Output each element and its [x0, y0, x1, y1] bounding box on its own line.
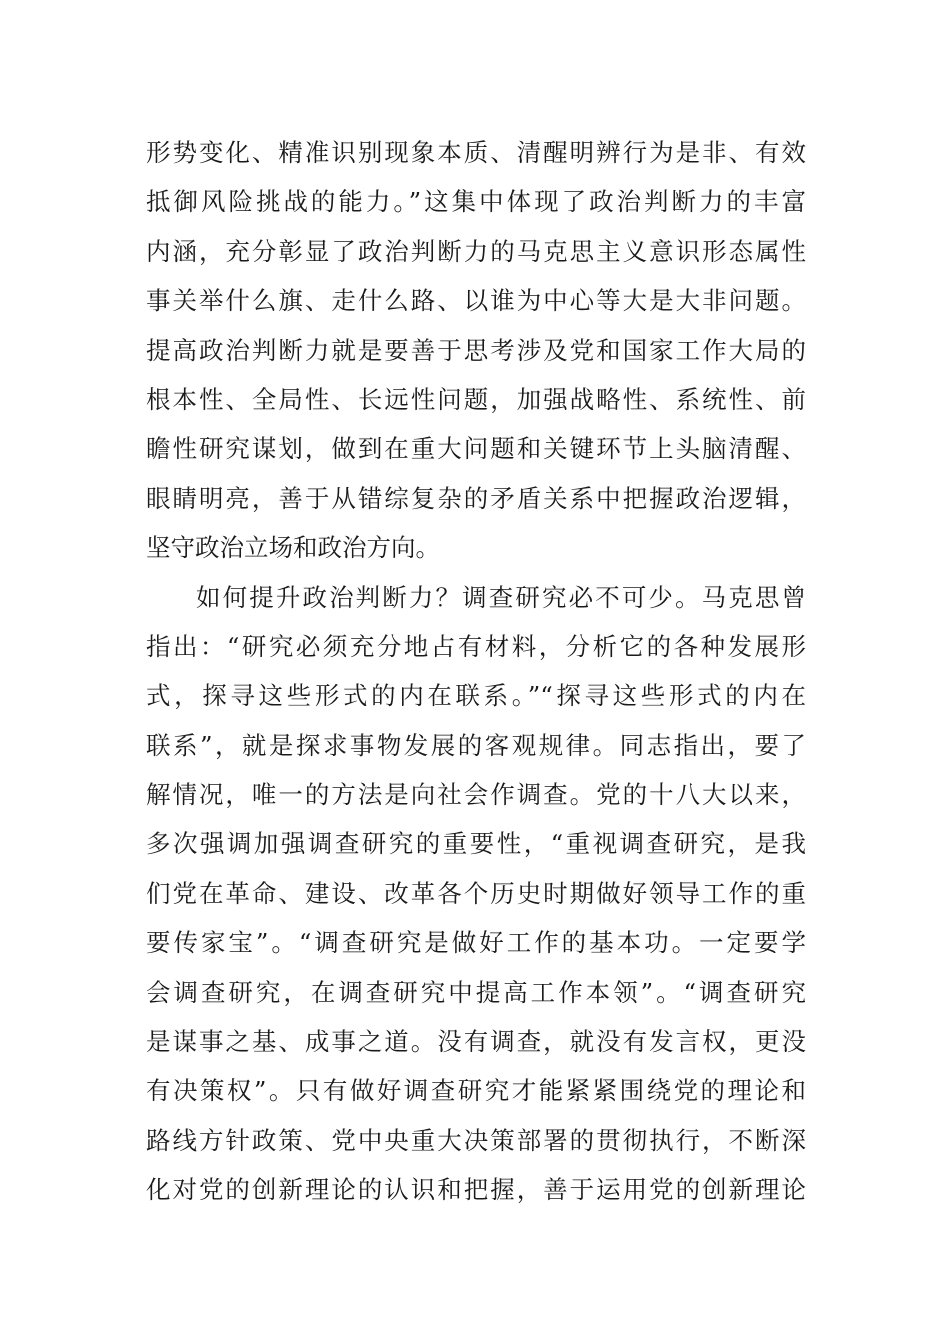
- text-line: 式，探寻这些形式的内在联系。”“探寻这些形式的内在: [146, 681, 806, 711]
- text-line: 瞻性研究谋划，做到在重大问题和关键环节上头脑清醒、: [146, 434, 806, 464]
- text-line: 指出：“研究必须充分地占有材料，分析它的各种发展形: [146, 631, 806, 661]
- text-line: 化对党的创新理论的认识和把握，善于运用党的创新理论: [146, 1175, 806, 1205]
- text-line: 内涵，充分彰显了政治判断力的马克思主义意识形态属性: [146, 236, 806, 266]
- text-line: 眼睛明亮，善于从错综复杂的矛盾关系中把握政治逻辑，: [146, 483, 806, 513]
- text-line: 坚守政治立场和政治方向。: [146, 533, 440, 563]
- document-body: [146, 128, 806, 1215]
- paragraph-2: [146, 573, 806, 1215]
- text-line: 联系”，就是探求事物发展的客观规律。同志指出，要了: [146, 730, 806, 760]
- text-line: 抵御风险挑战的能力。”这集中体现了政治判断力的丰富: [146, 187, 806, 217]
- text-line: 事关举什么旗、走什么路、以谁为中心等大是大非问题。: [146, 286, 806, 316]
- text-line: 路线方针政策、党中央重大决策部署的贯彻执行，不断深: [146, 1125, 806, 1155]
- text-line: 会调查研究，在调查研究中提高工作本领”。“调查研究: [146, 977, 806, 1007]
- text-line: 根本性、全局性、长远性问题，加强战略性、系统性、前: [146, 384, 806, 414]
- paragraph-1: [146, 128, 806, 573]
- text-line: 提高政治判断力就是要善于思考涉及党和国家工作大局的: [146, 335, 806, 365]
- text-line: 要传家宝”。“调查研究是做好工作的基本功。一定要学: [146, 928, 806, 958]
- text-line: 有决策权”。只有做好调查研究才能紧紧围绕党的理论和: [146, 1076, 806, 1106]
- text-line: 解情况，唯一的方法是向社会作调查。党的十八大以来，: [146, 780, 806, 810]
- text-line: 如何提升政治判断力？调查研究必不可少。马克思曾: [196, 582, 806, 612]
- text-line: 是谋事之基、成事之道。没有调查，就没有发言权，更没: [146, 1027, 806, 1057]
- text-line: 形势变化、精准识别现象本质、清醒明辨行为是非、有效: [146, 138, 806, 167]
- text-line: 们党在革命、建设、改革各个历史时期做好领导工作的重: [146, 878, 806, 908]
- text-line: 多次强调加强调查研究的重要性，“重视调查研究，是我: [146, 829, 806, 859]
